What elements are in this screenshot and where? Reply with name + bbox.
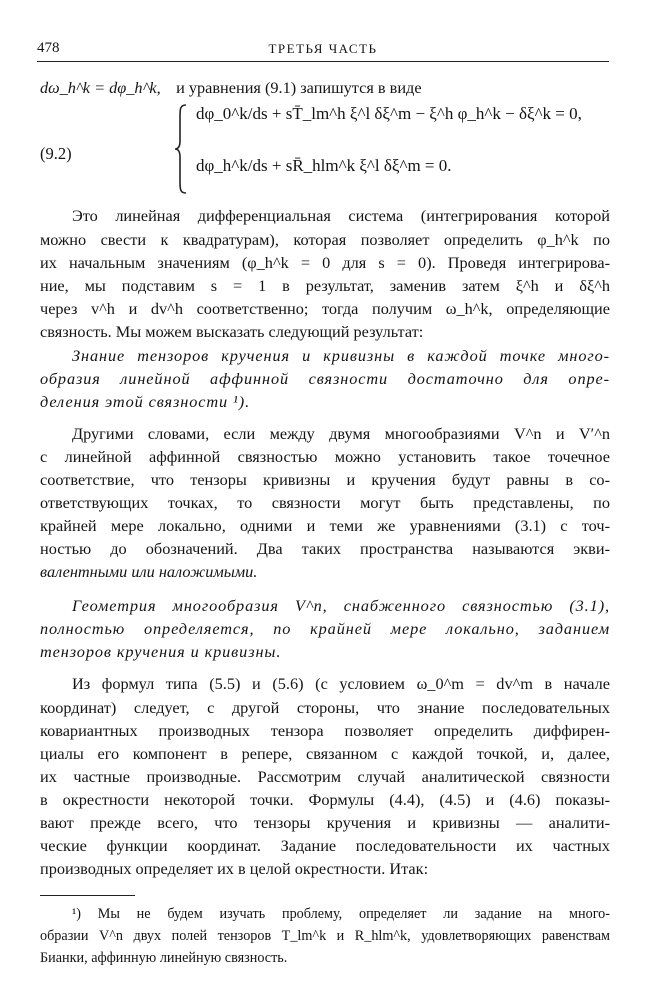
paragraph-line: координат) следует, с другой стороны, что знание последовательных [40, 698, 610, 717]
paragraph-line: их частные производные. Рассмотрим случай аналитической связности [40, 767, 610, 786]
paragraph-line: ностью до обозначений. Два таких пространства называются экви- [40, 539, 610, 558]
paragraph-line: ковариантных производных тензора позволяет определить диффирен- [40, 721, 610, 740]
theorem-line: Знание тензоров кручения и кривизны в каждой точке много- [72, 346, 610, 365]
paragraph-line: Это линейная дифференциальная система (интегрирования которой [72, 206, 610, 225]
paragraph-line: Другими словами, если между двумя многообразиями V^n и V′^n [72, 424, 610, 443]
paragraph-line: в окрестности некоторой точки. Формулы (4.4), (4.5) и (4.6) показы- [40, 790, 610, 809]
paragraph-line: связность. Мы можем высказать следующий результат: [40, 322, 424, 341]
footnote-line: ¹) Мы не будем изучать проблему, определяет ли задание на много- [72, 906, 610, 922]
paragraph-line: соответствие, что тензоры кривизны и кручения будут равны в со- [40, 470, 610, 489]
paragraph-line: ческие функции координат. Задание последовательности их частных [40, 836, 610, 855]
paragraph-line: вают прежде всего, что тензоры кручения и кривизны — аналити- [40, 813, 610, 832]
footnote-line: образии V^n двух полей тензоров T_lm^k и R_hlm^k, удовлетворяющих равенствам [40, 928, 610, 944]
footnote-rule [40, 895, 135, 896]
theorem-line: образия линейной аффинной связности достаточно для опре- [40, 369, 610, 388]
lead-text: и уравнения (9.1) запишутся в виде [176, 78, 422, 97]
system-brace-icon [174, 103, 188, 195]
paragraph-line: их начальным значениям (φ_h^k = 0 для s = 0). Проведя интегрирова- [40, 253, 610, 272]
paragraph-line: валентными или наложимыми. [40, 562, 258, 581]
paragraph-line: ние, мы подставим s = 1 в результат, заменив затем ξ^h и δξ^h [40, 276, 610, 295]
page-number: 478 [37, 40, 60, 56]
equation-number: (9.2) [40, 144, 72, 163]
paragraph-line: производных определяет их в целой окрестности. Итак: [40, 859, 429, 878]
equation-row-1: dφ_0^k/ds + sT̄_lm^h ξ^l δξ^m − ξ^h φ_h^k − δξ^k = 0, [196, 104, 582, 123]
page-header [37, 40, 609, 62]
paragraph-line: с линейной аффинной связностью можно установить такое точечное [40, 447, 610, 466]
intro-line [40, 76, 610, 99]
theorem-line: Геометрия многообразия V^n, снабженного связностью (3.1), [72, 596, 610, 615]
running-title: ТРЕТЬЯ ЧАСТЬ [268, 41, 378, 56]
paragraph-line: крайней мере локально, одними и теми же уравнениями (3.1) с точ- [40, 516, 610, 535]
paragraph-line: ответствующих точках, то связности могут быть представлены, по [40, 493, 610, 512]
paragraph-line: Из формул типа (5.5) и (5.6) (с условием ω_0^m = dv^m в начале [72, 674, 610, 693]
paragraph-line: циалы его компонент в репере, связанном с каждой точкой, и, далее, [40, 744, 610, 763]
paragraph-line: через v^h и dv^h соответственно; тогда получим ω_h^k, определяющие [40, 299, 610, 318]
theorem-line: полностью определяется, по крайней мере локально, заданием [40, 619, 610, 638]
paragraph-line: можно свести к квадратурам), которая позволяет определить φ_h^k по [40, 230, 610, 249]
header-rule [37, 61, 609, 62]
theorem-line: деления этой связности ¹). [40, 392, 251, 411]
equation-row-2: dφ_h^k/ds + sR̄_hlm^k ξ^l δξ^m = 0. [196, 156, 452, 175]
lead-formula: dω_h^k = dφ_h^k, [40, 78, 161, 97]
theorem-line: тензоров кручения и кривизны. [40, 642, 282, 661]
footnote-line: Бианки, аффинную линейную связность. [40, 950, 288, 966]
